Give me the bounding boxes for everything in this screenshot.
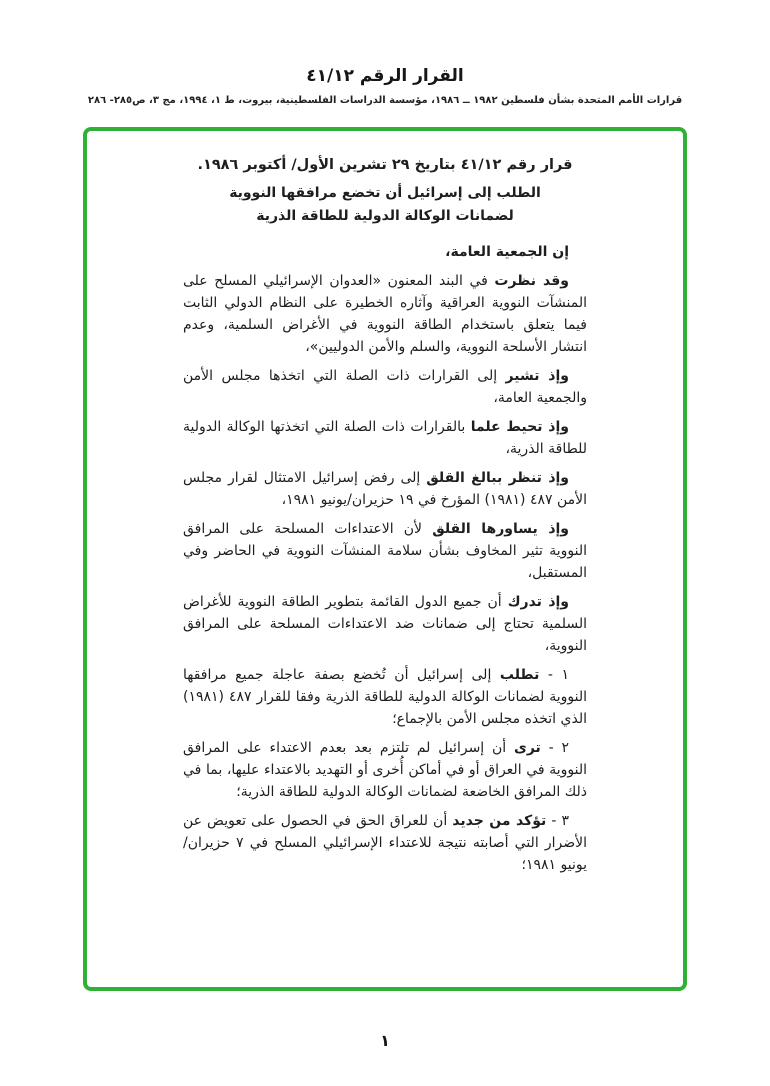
preamble-paragraph xyxy=(183,591,587,657)
resolution-subtitle-line2: لضمانات الوكالة الدولية للطاقة الذرية xyxy=(256,208,514,224)
paragraph-lead: وإذ تدرك xyxy=(507,594,570,610)
paragraph-lead: تؤكد من جديد xyxy=(452,813,547,829)
paragraph-number: ٢ - xyxy=(548,740,569,756)
paragraph-lead: وإذ تحيط علما xyxy=(470,419,569,435)
operative-paragraph xyxy=(183,664,587,730)
page-number: ١ xyxy=(380,1031,390,1050)
preamble-paragraph xyxy=(183,365,587,409)
paragraph-text: أن جميع الدول القائمة بتطوير الطاقة النووية للأغراض السلمية تحتاج إلى ضمانات ضد الاعتداءات المسلحة على المرافق النووية، xyxy=(183,594,587,654)
resolution-title: قرار رقم ٤١/١٢ بتاريخ ٢٩ تشرين الأول/ أكتوبر ١٩٨٦. xyxy=(197,157,573,173)
preamble-paragraph xyxy=(183,518,587,584)
paragraph-lead: وإذ يساورها القلق xyxy=(432,521,569,537)
preamble-paragraph xyxy=(183,416,587,460)
resolution-header-title: القرار الرقم ٤١/١٢ xyxy=(306,66,464,86)
operative-paragraph xyxy=(183,737,587,803)
paragraph-text: بالقرارات ذات الصلة التي اتخذتها الوكالة الدولية للطاقة الذرية، xyxy=(183,419,587,457)
document-frame xyxy=(83,127,687,991)
preamble-opening: إن الجمعية العامة، xyxy=(445,244,569,260)
paragraph-text: في البند المعنون «العدوان الإسرائيلي المسلح على المنشآت النووية العراقية وآثاره الخطيرة على النظام الدولي الثابت فيما يتعلق باستخدام الطاقة النووية في الأغراض السلمية، وعدم انتشار الأسلحة النووية، والسلم والأمن الدوليين»، xyxy=(183,273,587,355)
page-header xyxy=(0,0,770,106)
paragraph-text: إلى رفض إسرائيل الامتثال لقرار مجلس الأمن ٤٨٧ (١٩٨١) المؤرخ في ١٩ حزيران/يونيو ١٩٨١، xyxy=(183,470,587,508)
source-citation: قرارات الأمم المتحدة بشأن فلسطين ١٩٨٢ ــ ١٩٨٦، مؤسسة الدراسات الفلسطينية، بيروت، ط ١، ١٩٩٤، مج ٣، ص٢٨٥- ٢٨٦ xyxy=(87,95,683,106)
preamble-paragraph xyxy=(183,270,587,358)
paragraph-number: ٣ - xyxy=(551,813,569,829)
preamble-paragraph xyxy=(183,467,587,511)
paragraph-lead: وقد نظرت xyxy=(494,273,569,289)
paragraph-text: أن إسرائيل لم تلتزم بعد بعدم الاعتداء على المرافق النووية في العراق أو في أماكن أُخرى أو التهديد بالاعتداء عليها، بما في ذلك المرافق الخاضعة لضمانات الوكالة الدولية للطاقة الذرية؛ xyxy=(183,740,587,800)
paragraph-lead: تطلب xyxy=(499,667,540,683)
paragraph-text: لأن الاعتداءات المسلحة على المرافق النووية تثير المخاوف بشأن سلامة المنشآت النووية في الحاضر وفي المستقبل، xyxy=(183,521,587,581)
paragraph-lead: وإذ تشير xyxy=(505,368,569,384)
resolution-subtitle-line1: الطلب إلى إسرائيل أن تخضع مرافقها النووية xyxy=(229,185,541,201)
paragraph-lead: ترى xyxy=(513,740,541,756)
paragraph-number: ١ - xyxy=(547,667,569,683)
paragraph-text: إلى القرارات ذات الصلة التي اتخذها مجلس الأمن والجمعية العامة، xyxy=(183,368,587,406)
operative-paragraph xyxy=(183,810,587,876)
paragraph-text: إلى إسرائيل أن تُخضع بصفة عاجلة جميع مرافقها النووية لضمانات الوكالة الدولية للطاقة الذرية وفقا للقرار ٤٨٧ (١٩٨١) الذي اتخذه مجلس الأمن بالإجماع؛ xyxy=(183,667,587,727)
paragraph-lead: وإذ تنظر ببالغ القلق xyxy=(426,470,570,486)
paragraph-text: أن للعراق الحق في الحصول على تعويض عن الأضرار التي أصابته نتيجة للاعتداء الإسرائيلي المسلح في ٧ حزيران/ يونيو ١٩٨١؛ xyxy=(183,813,587,873)
